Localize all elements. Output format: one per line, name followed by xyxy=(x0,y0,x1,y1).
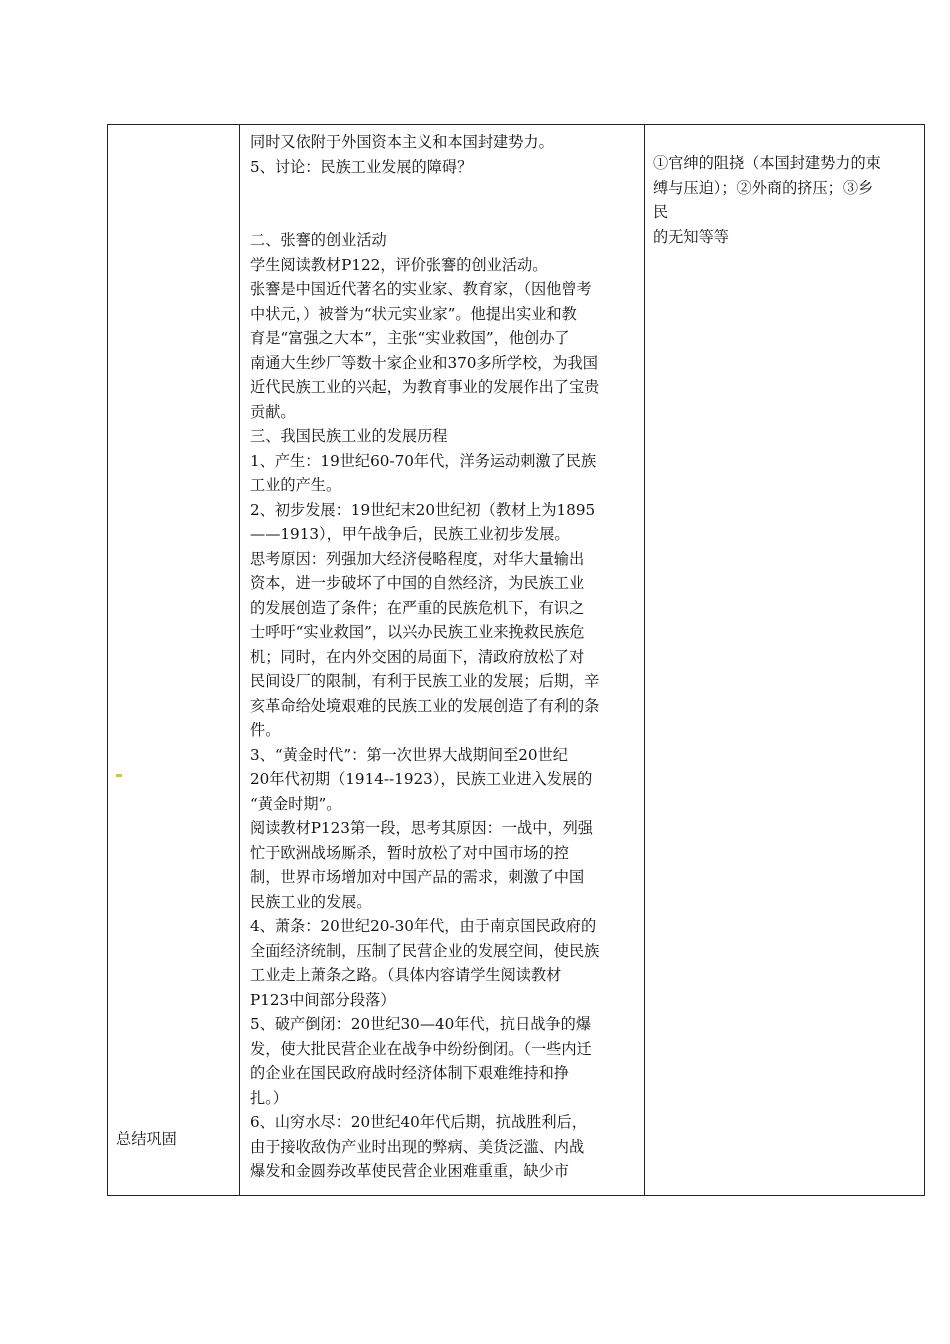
text-line: 二、张謇的创业活动 xyxy=(250,231,387,249)
text-line: 阅读教材P123第一段，思考其原因：一战中，列强 xyxy=(250,819,593,837)
text-line: 三、我国民族工业的发展历程 xyxy=(250,427,448,445)
text-line: 工业的产生。 xyxy=(250,476,342,494)
text-line: 缚与压迫）；②外商的挤压；③乡 xyxy=(653,178,874,197)
text-line: 民间设厂的限制，有利于民族工业的发展；后期，辛 xyxy=(250,672,600,690)
text-line: ——1913），甲午战争后，民族工业初步发展。 xyxy=(250,525,570,543)
content-top-block xyxy=(250,130,638,179)
text-line: 发，使大批民营企业在战争中纷纷倒闭。（一些内迁 xyxy=(250,1039,592,1058)
text-line: 工业走上萧条之路。（具体内容请学生阅读教材 xyxy=(250,966,562,984)
stage-label: 总结巩固 xyxy=(116,1130,177,1148)
text-line: 近代民族工业的兴起，为教育事业的发展作出了宝贵 xyxy=(250,378,600,396)
text-line: 扎。） xyxy=(250,1088,288,1107)
text-line: 学生阅读教材P122，评价张謇的创业活动。 xyxy=(250,255,548,274)
text-line: 爆发和金圆券改革使民营企业困难重重，缺少市 xyxy=(250,1162,569,1180)
highlight-mark xyxy=(116,774,122,777)
answer-text xyxy=(645,125,924,249)
text-line: ①官绅的阻挠（本国封建势力的束 xyxy=(653,154,881,172)
text-line: 4、萧条：20世纪20-30年代，由于南京国民政府的 xyxy=(250,917,597,935)
text-line: 件。 xyxy=(250,721,281,739)
text-line: 2、初步发展：19世纪末20世纪初（教材上为1895 xyxy=(250,500,596,519)
text-line: 南通大生纱厂等数十家企业和370多所学校，为我国 xyxy=(250,353,598,372)
text-line: 民族工业的发展。 xyxy=(250,892,372,911)
text-line: 民 xyxy=(653,203,669,221)
text-line: 士呼吁“实业救国”，以兴办民族工业来挽救民族危 xyxy=(250,623,585,641)
table-row xyxy=(108,125,925,1196)
text-line: 亥革命给处境艰难的民族工业的发展创造了有利的条 xyxy=(250,696,600,715)
text-line: 制，世界市场增加对中国产品的需求，刺激了中国 xyxy=(250,868,585,886)
text-line: 忙于欧洲战场厮杀，暂时放松了对中国市场的控 xyxy=(250,843,569,862)
text-line: 资本，进一步破坏了中国的自然经济，为民族工业 xyxy=(250,574,585,592)
text-line: “黄金时期”。 xyxy=(250,794,342,813)
blank-gap xyxy=(250,179,638,228)
text-line: 机；同时，在内外交困的局面下，清政府放松了对 xyxy=(250,647,585,666)
text-line: 育是“富强之大本”，主张“实业救国”，他创办了 xyxy=(250,329,570,347)
text-line: 1、产生：19世纪60-70年代，洋务运动刺激了民族 xyxy=(250,451,597,470)
answer-column xyxy=(645,125,925,1196)
content-main-block xyxy=(250,228,638,1184)
text-line: 同时又依附于外国资本主义和本国封建势力。 xyxy=(250,133,554,151)
text-line: 的无知等等 xyxy=(653,227,729,246)
text-line: P123中间部分段落） xyxy=(250,990,396,1009)
text-line: 20年代初期（1914--1923），民族工业进入发展的 xyxy=(250,770,593,788)
text-line: 贡献。 xyxy=(250,402,296,421)
text-line: 3、“黄金时代”：第一次世界大战期间至20世纪 xyxy=(250,745,568,764)
text-line: 5、破产倒闭：20世纪30—40年代，抗日战争的爆 xyxy=(250,1015,592,1033)
content-text xyxy=(240,125,644,1184)
text-line: 的企业在国民政府战时经济体制下艰难维持和挣 xyxy=(250,1064,569,1082)
text-line: 张謇是中国近代著名的实业家、教育家，（因他曾考 xyxy=(250,280,592,298)
text-line: 中状元，）被誉为“状元实业家”。他提出实业和教 xyxy=(250,304,577,323)
text-line: 思考原因：列强加大经济侵略程度，对华大量输出 xyxy=(250,549,585,568)
text-line: 由于接收敌伪产业时出现的弊病、美货泛滥、内战 xyxy=(250,1137,585,1156)
lesson-table xyxy=(107,124,925,1196)
content-column xyxy=(240,125,645,1196)
text-line: 6、山穷水尽：20世纪40年代后期，抗战胜利后， xyxy=(250,1113,587,1131)
stage-column xyxy=(108,125,240,1196)
text-line: 5、讨论：民族工业发展的障碍？ xyxy=(250,157,473,176)
text-line: 的发展创造了条件；在严重的民族危机下，有识之 xyxy=(250,598,585,617)
text-line: 全面经济统制，压制了民营企业的发展空间，使民族 xyxy=(250,941,600,960)
